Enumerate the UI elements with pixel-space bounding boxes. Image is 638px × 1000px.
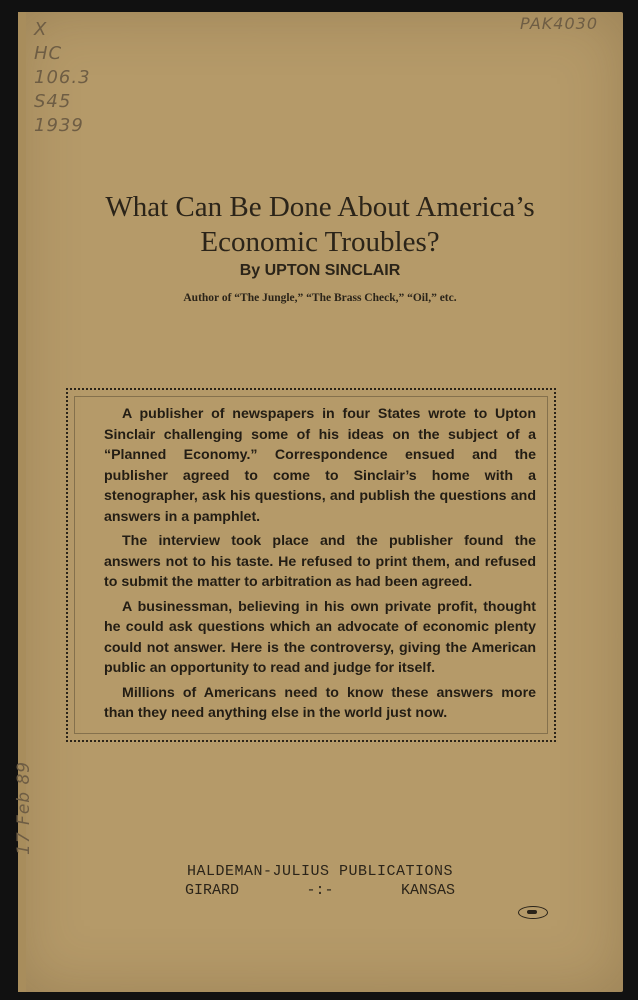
handwritten-accession-number: PAK4030 — [520, 14, 599, 33]
call-number-line: 106.3 — [34, 67, 91, 88]
title-line-1: What Can Be Done About America’s — [105, 191, 535, 223]
blurb-paragraph: Millions of Americans need to know these answers more than they need anything else in the world just now. — [104, 684, 536, 721]
union-label-icon — [518, 906, 548, 919]
blurb-text — [104, 404, 536, 728]
blurb-paragraph: The interview took place and the publisher found the answers not to his taste. He refused to print them, and refused to submit the matter to arbitration as had been agreed. — [104, 533, 536, 590]
handwritten-call-number — [34, 20, 91, 140]
call-number-line: S45 — [34, 91, 72, 112]
author-credits: Author of “The Jungle,” “The Brass Check,” “Oil,” etc. — [183, 292, 457, 304]
handwritten-date: 17 Feb 89 — [14, 760, 34, 855]
publisher-state: KANSAS — [400, 882, 455, 899]
byline: By UPTON SINCLAIR — [239, 262, 401, 279]
publisher-location — [185, 882, 455, 899]
call-number-line: X — [34, 19, 48, 40]
publisher-city: GIRARD — [185, 882, 240, 899]
title-line-2: Economic Troubles? — [200, 226, 440, 258]
blurb-paragraph: A publisher of newspapers in four States wrote to Upton Sinclair challenging some of his ideas on the subject of a “Planned Economy.” Correspondence ensued and the publisher agreed to come to Sinclair’s home with a stenographer, ask his questions, and publish the questions and answers in a pamphlet. — [104, 406, 536, 525]
call-number-line: HC — [34, 43, 63, 64]
location-separator: -:- — [306, 882, 334, 899]
blurb-paragraph: A businessman, believing in his own private profit, thought he could ask questions which an advocate of economic plenty could not answer. Here is the controversy, giving the American public an opportunity to read and judge for itself. — [104, 598, 536, 676]
publisher-name: HALDEMAN-JULIUS PUBLICATIONS — [186, 863, 454, 880]
call-number-line: 1939 — [34, 115, 84, 136]
